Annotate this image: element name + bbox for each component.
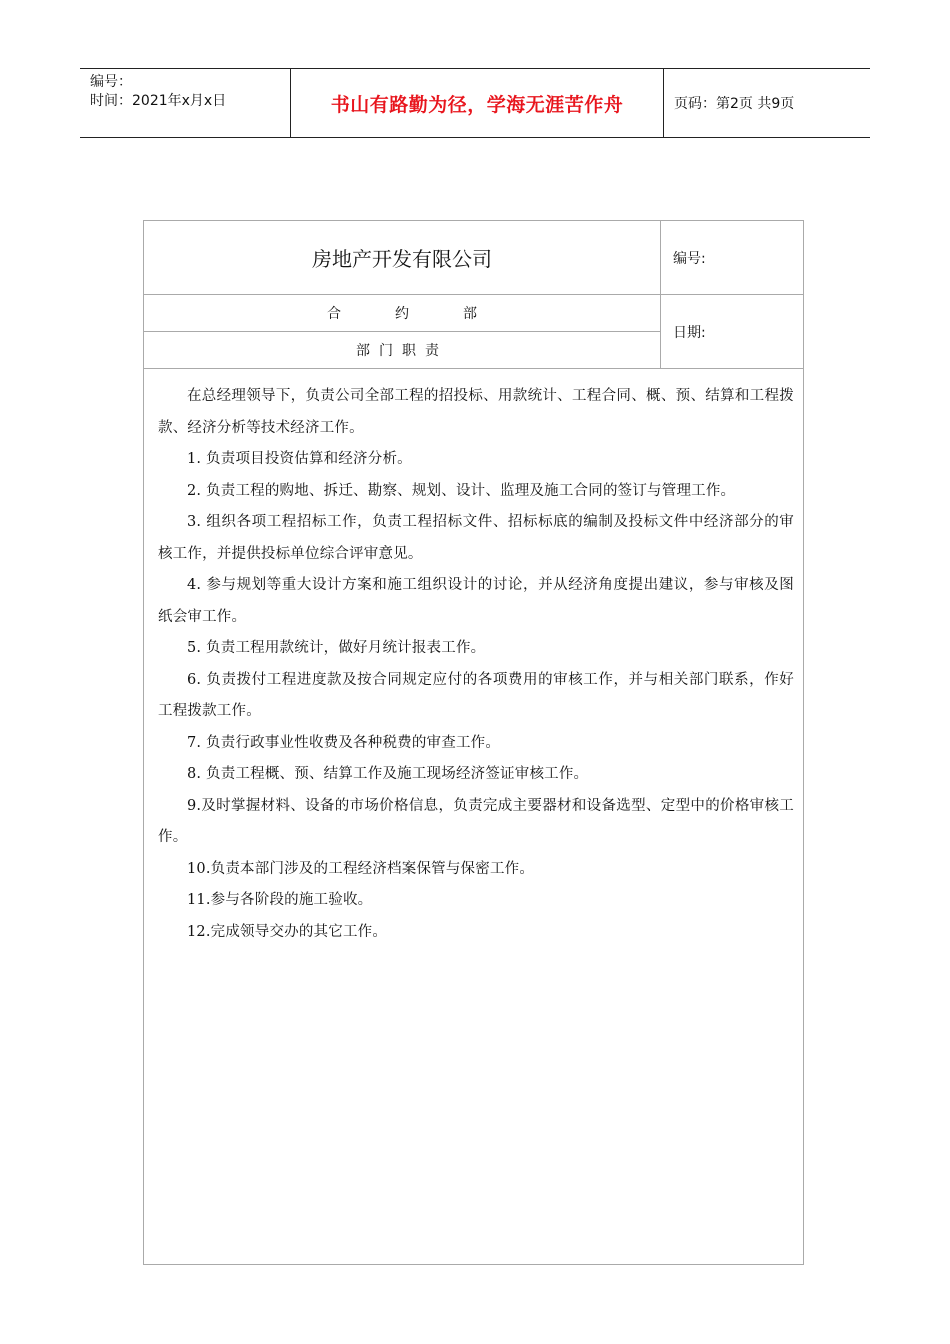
form-date-label: 日期: bbox=[661, 295, 803, 369]
duty-paragraph: 11.参与各阶段的施工验收。 bbox=[187, 892, 373, 908]
section-title: 部门职责 bbox=[144, 332, 661, 369]
duty-paragraph: 4. 参与规划等重大设计方案和施工组织设计的讨论，并从经济角度提出建议，参与审核及图纸会审工作。 bbox=[158, 577, 794, 625]
duty-content bbox=[158, 381, 794, 948]
header-meta bbox=[80, 69, 290, 137]
duty-paragraph: 1. 负责项目投资估算和经济分析。 bbox=[187, 451, 412, 467]
header-motto: 书山有路勤为径，学海无涯苦作舟 bbox=[290, 69, 664, 137]
duty-paragraph: 9.及时掌握材料、设备的市场价格信息，负责完成主要器材和设备选型、定型中的价格审核工作。 bbox=[158, 797, 794, 845]
duty-paragraph: 在总经理领导下，负责公司全部工程的招投标、用款统计、工程合同、概、预、结算和工程拨款、经济分析等技术经济工作。 bbox=[158, 388, 794, 436]
duty-paragraph: 10.负责本部门涉及的工程经济档案保管与保密工作。 bbox=[187, 860, 535, 877]
department-char: 约 bbox=[395, 306, 409, 322]
form-number-label: 编号: bbox=[661, 221, 803, 295]
department-name bbox=[144, 295, 661, 332]
duty-paragraph: 7. 负责行政事业性收费及各种税费的审查工作。 bbox=[187, 734, 501, 751]
duty-form bbox=[143, 220, 804, 1265]
company-name: 房地产开发有限公司 bbox=[144, 221, 661, 295]
duty-paragraph: 12.完成领导交办的其它工作。 bbox=[187, 923, 388, 940]
duty-paragraph: 6. 负责拨付工程进度款及按合同规定应付的各项费用的审核工作，并与相关部门联系，作好工程拨款工作。 bbox=[158, 671, 794, 719]
duty-paragraph: 5. 负责工程用款统计，做好月统计报表工作。 bbox=[187, 640, 486, 656]
duty-paragraph: 3. 组织各项工程招标工作，负责工程招标文件、招标标底的编制及投标文件中经济部分的审核工作，并提供投标单位综合评审意见。 bbox=[158, 514, 794, 562]
duty-paragraph: 8. 负责工程概、预、结算工作及施工现场经济签证审核工作。 bbox=[187, 766, 589, 782]
page-header bbox=[80, 68, 870, 138]
header-page-info: 页码：第2页 共9页 bbox=[674, 96, 795, 112]
duty-paragraph: 2. 负责工程的购地、拆迁、勘察、规划、设计、监理及施工合同的签订与管理工作。 bbox=[187, 482, 736, 499]
header-time-label: 时间：2021年x月x日 bbox=[90, 93, 227, 109]
department-char: 部 bbox=[463, 306, 477, 322]
department-char: 合 bbox=[327, 306, 341, 322]
header-number-label: 编号： bbox=[90, 74, 132, 90]
